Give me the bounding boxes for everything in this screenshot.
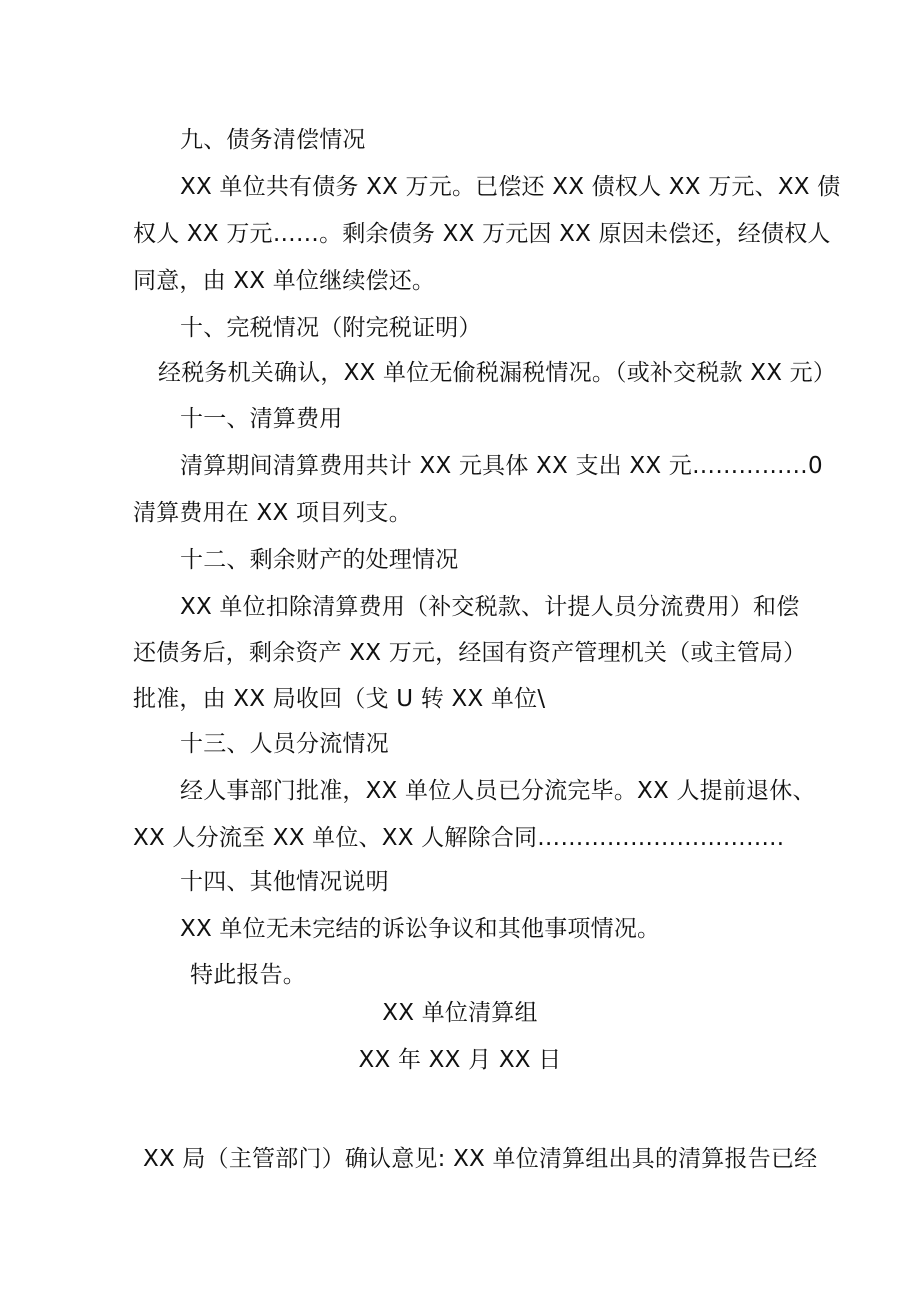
paragraph-line: 同意，由 XX 单位继续偿还。 (133, 268, 436, 294)
section-heading-liquidation-costs: 十一、清算费用 (180, 406, 343, 432)
closing-statement: 特此报告。 (190, 962, 306, 988)
paragraph-line: XX 单位扣除清算费用（补交税款、计提人员分流费用）和偿 (180, 594, 800, 620)
section-heading-debt-settlement: 九、债务清偿情况 (180, 127, 366, 153)
section-heading-tax-clearance: 十、完税情况（附完税证明） (180, 315, 482, 341)
signature-date: XX 年 XX 月 XX 日 (358, 1047, 562, 1073)
paragraph-line: 还债务后，剩余资产 XX 万元，经国有资产管理机关（或主管局） (133, 640, 807, 666)
paragraph-line: 批准，由 XX 局收回（戈 U 转 XX 单位\ (133, 686, 546, 712)
section-heading-personnel: 十三、人员分流情况 (180, 731, 389, 757)
section-heading-other-matters: 十四、其他情况说明 (180, 869, 389, 895)
paragraph-line: 清算费用在 XX 项目列支。 (133, 500, 412, 526)
signature-liquidation-group: XX 单位清算组 (382, 1000, 538, 1026)
paragraph-line: 经税务机关确认，XX 单位无偷税漏税情况。（或补交税款 XX 元） (158, 360, 837, 386)
paragraph-line: XX 人分流至 XX 单位、XX 人解除合同………………………….. (133, 825, 785, 851)
paragraph-line: 权人 XX 万元……。剩余债务 XX 万元因 XX 原因未偿还，经债权人 (133, 221, 831, 247)
paragraph-line: XX 单位无未完结的诉讼争议和其他事项情况。 (180, 916, 661, 942)
paragraph-line: XX 单位共有债务 XX 万元。已偿还 XX 债权人 XX 万元、XX 债 (180, 174, 841, 200)
paragraph-line: 经人事部门批准，XX 单位人员已分流完毕。XX 人提前退休、 (180, 778, 816, 804)
section-heading-remaining-assets: 十二、剩余财产的处理情况 (180, 547, 459, 573)
confirmation-opinion: XX 局（主管部门）确认意见: XX 单位清算组出具的清算报告已经 (143, 1146, 818, 1172)
paragraph-line: 清算期间清算费用共计 XX 元具体 XX 支出 XX 元……………0 (180, 453, 823, 479)
